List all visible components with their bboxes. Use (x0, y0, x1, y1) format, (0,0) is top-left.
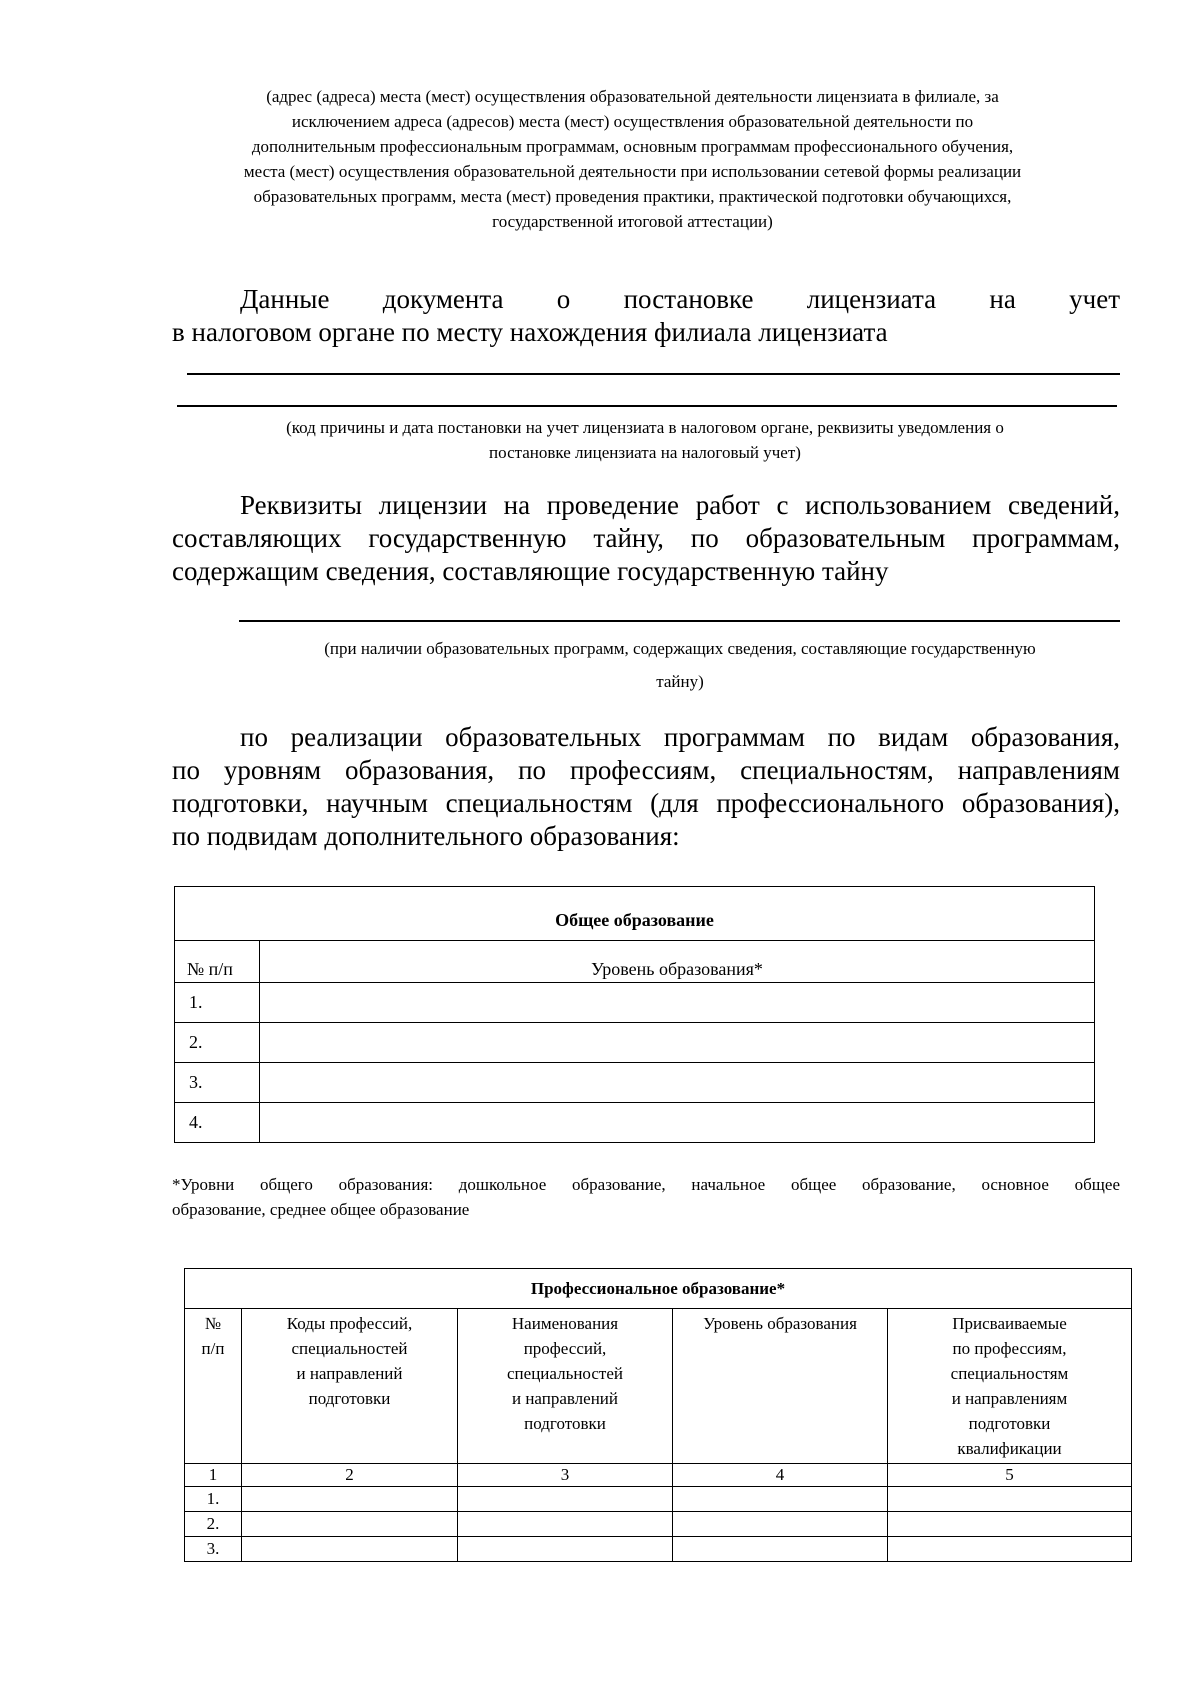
table-cell (242, 1537, 458, 1562)
table-cell (888, 1487, 1132, 1512)
paragraph-line: по подвидам дополнительного образования: (172, 821, 680, 851)
table-cell (673, 1537, 888, 1562)
header-line: Наименования (511, 1314, 619, 1333)
table-cell (888, 1537, 1132, 1562)
header-line: специальностям (950, 1364, 1069, 1383)
row-number: 3. (175, 1063, 260, 1103)
level-cell (260, 1063, 1095, 1103)
table-cell (458, 1512, 673, 1537)
header-line: и направлениям (951, 1389, 1068, 1408)
caption-line: исключением адреса (адресов) места (мест) осуществления образовательной деятельности по (291, 112, 974, 131)
general-education-table (174, 886, 1095, 1143)
header-line: подготовки (524, 1414, 606, 1433)
level-cell (260, 1023, 1095, 1063)
header-line: подготовки (308, 1389, 391, 1408)
header-line: специальностей (507, 1364, 623, 1383)
caption-line: государственной итоговой аттестации) (492, 212, 773, 231)
table-row (185, 1487, 1132, 1512)
table-row (185, 1537, 1132, 1562)
table-cell (673, 1487, 888, 1512)
header-names (458, 1309, 673, 1464)
table-row (185, 1512, 1132, 1537)
paragraph-line: по уровням образования, по профессиям, специальностям, направлениям (172, 755, 1120, 785)
column-number: 2 (242, 1464, 458, 1487)
professional-education-title: Профессиональное образование* (185, 1269, 1132, 1309)
row-number: 2. (175, 1023, 260, 1063)
table-row (175, 1063, 1095, 1103)
header-line: по профессиям, (952, 1339, 1067, 1358)
row-number: 1. (175, 983, 260, 1023)
header-line: Уровень образования (703, 1314, 857, 1333)
column-number: 1 (185, 1464, 242, 1487)
level-cell (260, 1103, 1095, 1143)
row-number: 1. (185, 1487, 242, 1512)
row-number: 4. (175, 1103, 260, 1143)
column-header-level: Уровень образования* (260, 941, 1095, 983)
paragraph-line: Данные документа о постановке лицензиата на учет (240, 284, 1120, 314)
note-line: образование, среднее общее образование (172, 1200, 470, 1219)
caption-line: (при наличии образовательных программ, содержащих сведения, составляющие государственную (324, 639, 1036, 658)
caption-line: образовательных программ, места (мест) проведения практики, практической подготовки обучающихся, (253, 187, 1012, 206)
caption-line: места (мест) осуществления образовательной деятельности при использовании сетевой формы реализации (243, 162, 1022, 181)
table-cell (458, 1537, 673, 1562)
general-education-title: Общее образование (175, 887, 1095, 941)
row-number: 3. (185, 1537, 242, 1562)
column-number: 5 (888, 1464, 1132, 1487)
level-cell (260, 983, 1095, 1023)
header-level (673, 1309, 888, 1464)
programs-paragraph (172, 721, 1120, 853)
header-codes (242, 1309, 458, 1464)
table-cell (458, 1487, 673, 1512)
header-number (185, 1309, 242, 1464)
paragraph-line: по реализации образовательных программам по видам образования, (240, 722, 1120, 752)
table-cell (242, 1487, 458, 1512)
header-line: Коды профессий, (286, 1314, 413, 1333)
caption-line: (код причины и дата постановки на учет лицензиата в налоговом органе, реквизиты уведомления о (286, 418, 1004, 437)
table-cell (242, 1512, 458, 1537)
paragraph-line: в налоговом органе по месту нахождения филиала лицензиата (172, 317, 888, 347)
header-line: и направлений (296, 1364, 403, 1383)
paragraph-line: Реквизиты лицензии на проведение работ с использованием сведений, (240, 490, 1120, 520)
header-line: профессий, (523, 1339, 607, 1358)
header-qualifications (888, 1309, 1132, 1464)
header-line: специальностей (291, 1339, 408, 1358)
paragraph-line: подготовки, научным специальностям (для профессионального образования), (172, 788, 1120, 818)
professional-education-table (184, 1268, 1132, 1562)
header-line: квалификации (957, 1439, 1062, 1458)
tax-registration-paragraph (172, 283, 1120, 349)
caption-line: тайну) (656, 672, 704, 691)
caption-line: (адрес (адреса) места (мест) осуществления образовательной деятельности лицензиата в филиале, за (266, 87, 999, 106)
tax-fill-line-1 (187, 373, 1120, 375)
state-secret-fill-line (239, 620, 1120, 622)
header-line: п/п (201, 1339, 225, 1358)
table-cell (673, 1512, 888, 1537)
general-education-note (172, 1172, 1120, 1222)
caption-line: постановке лицензиата на налоговый учет) (489, 443, 801, 462)
column-header-number: № п/п (175, 941, 260, 983)
paragraph-line: содержащим сведения, составляющие государственную тайну (172, 556, 889, 586)
state-secret-caption (245, 632, 1115, 698)
state-secret-paragraph (172, 489, 1120, 588)
table-row (175, 1103, 1095, 1143)
note-line: *Уровни общего образования: дошкольное образование, начальное общее образование, основное общее (172, 1175, 1120, 1194)
tax-caption (215, 415, 1075, 465)
column-number: 4 (673, 1464, 888, 1487)
address-caption (165, 84, 1100, 234)
table-row (175, 983, 1095, 1023)
table-cell (888, 1512, 1132, 1537)
column-number: 3 (458, 1464, 673, 1487)
header-line: и направлений (511, 1389, 619, 1408)
header-line: № (204, 1314, 222, 1333)
paragraph-line: составляющих государственную тайну, по образовательным программам, (172, 523, 1120, 553)
header-line: Присваиваемые (952, 1314, 1067, 1333)
caption-line: дополнительным профессиональным программам, основным программам профессионального обучения, (251, 137, 1014, 156)
tax-fill-line-2 (177, 405, 1117, 407)
row-number: 2. (185, 1512, 242, 1537)
table-row (175, 1023, 1095, 1063)
header-line: подготовки (968, 1414, 1051, 1433)
